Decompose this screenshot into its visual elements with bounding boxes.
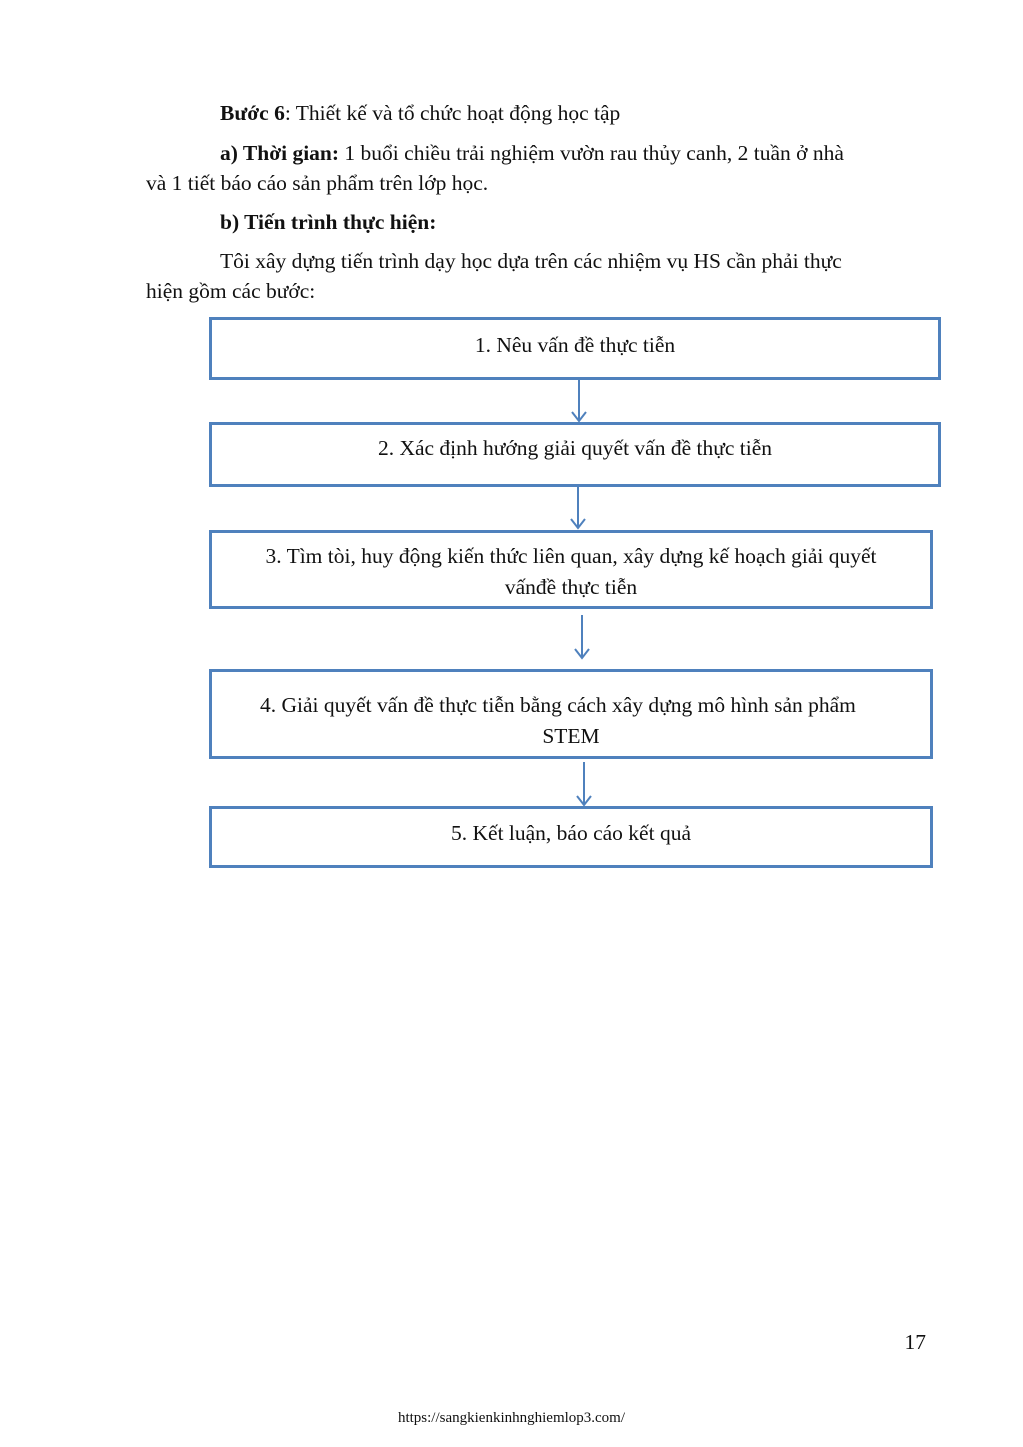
flow-step-5-text: 5. Kết luận, báo cáo kết quả [451, 821, 691, 845]
progress-heading [220, 207, 436, 237]
intro-line-1: Tôi xây dựng tiến trình dạy học dựa trên các nhiệm vụ HS cần phải thực [220, 249, 842, 273]
page-number: 17 [904, 1330, 926, 1354]
flow-step-4-text-line1: 4. Giải quyết vấn đề thực tiễn bằng cách xây dựng mô hình sản phẩm [260, 693, 856, 717]
flow-step-2 [209, 422, 941, 487]
time-line-2: và 1 tiết báo cáo sản phẩm trên lớp học. [146, 171, 489, 195]
arrow-down-icon [572, 615, 592, 661]
intro-line-2: hiện gồm các bước: [146, 279, 316, 303]
time-line-1 [220, 138, 926, 168]
flow-step-3 [209, 530, 933, 609]
arrow-down-icon [574, 762, 594, 808]
arrow-down-icon [569, 380, 589, 424]
flow-step-3-text-line2: vấnđề thực tiễn [504, 575, 638, 599]
flow-step-1 [209, 317, 941, 380]
step-heading-label: Bước 6 [220, 101, 285, 125]
arrow-down-icon [568, 487, 588, 531]
flow-step-1-text: 1. Nêu vấn đề thực tiễn [474, 333, 676, 357]
time-label: a) Thời gian: [220, 141, 340, 165]
time-text: 1 buổi chiều trải nghiệm vườn rau thủy canh, 2 tuần ở nhà [339, 141, 844, 165]
flow-step-2-text: 2. Xác định hướng giải quyết vấn đề thực tiễn [377, 436, 773, 460]
step-heading [220, 98, 620, 128]
footer-url[interactable]: https://sangkienkinhnghiemlop3.com/ [397, 1410, 626, 1426]
flow-step-4 [209, 669, 933, 759]
flow-step-3-text-line1: 3. Tìm tòi, huy động kiến thức liên quan, xây dựng kế hoạch giải quyết [265, 544, 877, 568]
step-heading-text: : Thiết kế và tổ chức hoạt động học tập [284, 101, 621, 125]
progress-heading-text: b) Tiến trình thực hiện: [220, 210, 437, 234]
flow-step-4-text-line2: STEM [542, 724, 600, 748]
flow-step-5 [209, 806, 933, 868]
